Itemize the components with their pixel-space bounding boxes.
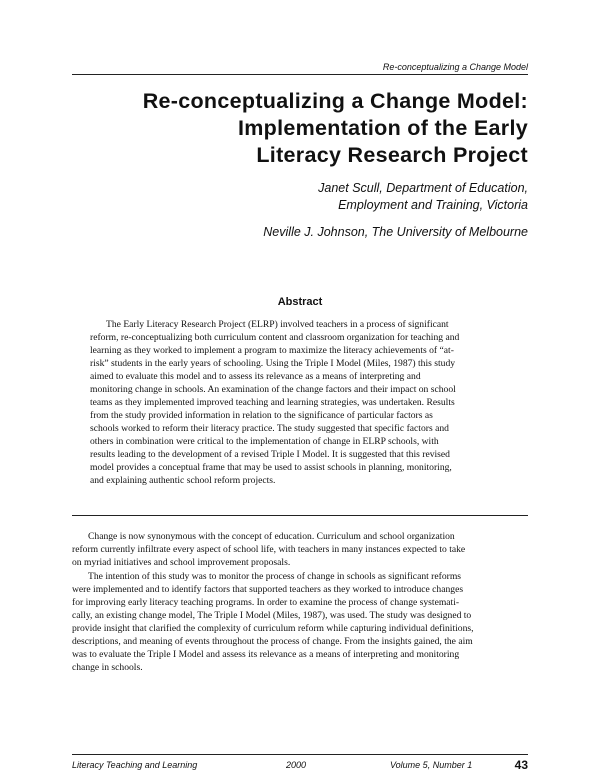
journal-name: Literacy Teaching and Learning: [72, 760, 198, 770]
publication-year: 2000: [286, 760, 307, 770]
volume-number: Volume 5, Number 1: [390, 760, 473, 770]
running-head: Re-conceptualizing a Change Model: [382, 62, 528, 72]
paper-title: [60, 88, 528, 169]
body-line: reform currently infiltrate every aspect of school life, with teachers in many instances expected to take: [72, 544, 466, 555]
title-line: Literacy Research Project: [256, 143, 528, 167]
author-block: [150, 180, 528, 241]
author-affiliation-line: Employment and Training, Victoria: [338, 198, 528, 212]
author-affiliation-line: Janet Scull, Department of Education,: [318, 181, 528, 195]
author-affiliation-line: Neville J. Johnson, The University of Melbourne: [263, 225, 528, 239]
abstract-line: The Early Literacy Research Project (ELRP) involved teachers in a process of significant: [106, 319, 449, 330]
abstract-line: schools worked to reform their literacy practice. The study suggested that specific factors and: [90, 423, 449, 434]
section-divider: [72, 515, 528, 516]
abstract-line: from the study provided information in relation to the significance of particular factors as: [90, 410, 433, 421]
abstract-line: model provides a conceptual frame that may be used to assist schools in planning, monitoring,: [90, 462, 452, 473]
body-line: descriptions, and meaning of events throughout the process of change. From the insights gained, the aim: [72, 636, 473, 647]
abstract-heading: Abstract: [277, 296, 323, 308]
abstract-line: monitoring change in schools. An examination of the change factors and their impact on school: [90, 384, 456, 395]
header-rule: [72, 74, 528, 75]
body-text: [72, 530, 528, 674]
abstract-line: teams as they implemented improved teaching and learning strategies, was undertaken. Results: [90, 397, 455, 408]
abstract-line: reform, re-conceptualizing both curriculum content and classroom organization for teaching and: [90, 332, 460, 343]
body-line: cally, an existing change model, The Triple I Model (Miles, 1987), was used. The study was designed to: [72, 610, 472, 621]
abstract-line: results leading to the development of a revised Triple I Model. It is suggested that this revised: [90, 449, 450, 460]
abstract-text: [90, 318, 510, 487]
title-line: Re-conceptualizing a Change Model:: [142, 89, 528, 113]
body-line: for improving early literacy teaching programs. In order to examine the process of change systemati-: [72, 597, 460, 608]
body-line: provide insight that clarified the complexity of curriculum reform while capturing individual definitions,: [72, 623, 474, 634]
abstract-line: others in combination were critical to the implementation of change in ELRP schools, with: [90, 436, 439, 447]
abstract-line: risk” students in the early years of schooling. Using the Triple I Model (Miles, 1987) this study: [90, 358, 456, 369]
body-line: were implemented and to identify factors that supported teachers as they worked to introduce changes: [72, 584, 464, 595]
abstract-line: and explaining authentic school reform projects.: [90, 475, 276, 486]
body-line: Change is now synonymous with the concept of education. Curriculum and school organization: [88, 531, 455, 542]
body-line: change in schools.: [72, 662, 143, 673]
abstract-line: learning as they worked to implement a program to maximize the literacy achievements of “at-: [90, 345, 454, 356]
page-footer: [72, 758, 528, 774]
body-line: was to evaluate the Triple I Model and assess its relevance as a means of interpreting and monitoring: [72, 649, 460, 660]
body-line: The intention of this study was to monitor the process of change in schools as significant reforms: [88, 571, 462, 582]
title-line: Implementation of the Early: [237, 116, 528, 140]
body-line: on myriad initiatives and school improvement proposals.: [72, 557, 291, 568]
page-number: 43: [514, 758, 528, 772]
footer-rule: [72, 754, 528, 755]
abstract-line: aimed to evaluate this model and to assess its relevance as a means of interpreting and: [90, 371, 421, 382]
